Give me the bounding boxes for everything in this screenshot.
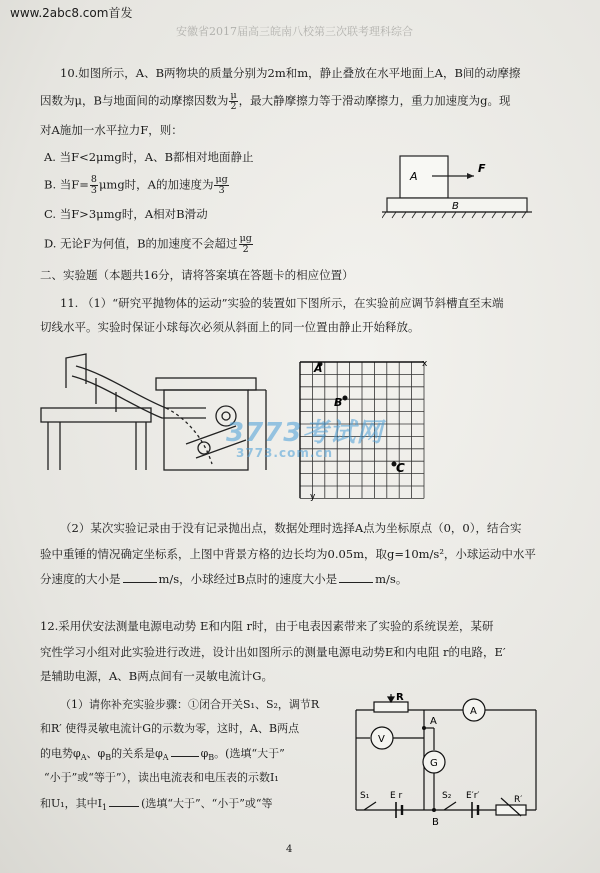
ramp-stand [66, 354, 86, 388]
q12-step5: 和U₁，其中$I_1$ (选填“大于”、“小于”或“等 [40, 797, 273, 813]
q10-option-a: A. 当F<2μmg时，A、B都相对地面静止 [44, 150, 254, 164]
grid-label-a: A [314, 362, 323, 375]
circuit-diagram [346, 688, 556, 828]
grid-label-b: B [334, 396, 343, 409]
rheostat-r [374, 702, 408, 712]
watermark-big: 3773考试网 [226, 418, 384, 448]
q10-fraction: $\frac{\mu}{2}$ [230, 90, 237, 112]
circuit-label-rp: R′ [514, 795, 523, 805]
grid-label-y: y [310, 492, 316, 502]
q10-option-b: B. 当F= $\frac{8}{3}$ μmg时，A的加速度为 $\frac{\mu g}{3}$ [44, 174, 228, 196]
switch-s1 [364, 802, 376, 810]
board-top [156, 378, 256, 390]
faded-title: 安徽省2017届高三皖南八校第三次联考理科综合 [176, 25, 413, 38]
q12-step2: 和R′ 使得灵敏电流计G的示数为零，这时，A、B两点 [40, 722, 300, 735]
block-a [400, 156, 448, 198]
q10-blocks-figure [382, 148, 532, 228]
q11-line4: 验中重锤的情况确定坐标系，上图中背景方格的边长均为0.05m，取g=10m/s²，小球运动中水平 [40, 547, 536, 561]
grid-label-x: x [422, 359, 428, 369]
q10-line2: 因数为μ，B与地面间的动摩擦因数为 $\frac{\mu}{2}$ ，最大静摩擦力等于滑动摩擦力，重力加速度为g。现 [40, 90, 511, 112]
q12-line2: 究性学习小组对此实验进行改进，设计出如图所示的测量电源电动势E和内电阻 r的电路，E′ [40, 645, 506, 659]
circuit-label-s2: S₂ [442, 791, 452, 801]
q12-line3: 是辅助电源，A、B两点间有一灵敏电流计G。 [40, 669, 273, 683]
answer-blank-4[interactable] [109, 795, 139, 807]
q12-step4: “小于”或“等于”），读出电流表和电压表的示数I₁ [44, 771, 279, 784]
page-number: 4 [286, 844, 293, 855]
circuit-label-v: V [378, 734, 385, 745]
label-a: A [410, 170, 418, 183]
circuit-label-r: R [396, 692, 404, 703]
circuit-label-er: E r [390, 791, 403, 801]
q12-line1: 12.采用伏安法测量电源电动势 E和内阻 r时，由于电表因素带来了实验的系统误差，某研 [40, 619, 494, 633]
q11-line5: 分速度的大小是 m/s，小球经过B点时的速度大小是 m/s。 [40, 572, 408, 586]
switch-s2 [444, 802, 456, 810]
q10-line3: 对A施加一水平拉力F，则： [40, 123, 183, 137]
node-a [422, 726, 426, 730]
answer-blank-1[interactable] [123, 571, 157, 583]
table-top [41, 408, 151, 422]
grid-label-c: C [396, 461, 405, 475]
q10-option-d: D. 无论F为何值，B的加速度不会超过 $\frac{\mu g}{2}$ [44, 233, 252, 255]
q12-step3: 的电势$\varphi_A$、$\varphi_B$的关系是$\varphi_A$ $\varphi_B$。(选填“大于” [40, 747, 285, 763]
trajectory-path [166, 408, 212, 464]
label-f: F [478, 162, 486, 175]
ball [198, 442, 210, 454]
circuit-label-a: A [430, 716, 437, 727]
point-b [343, 396, 348, 401]
circuit-label-g: G [430, 758, 438, 769]
q11-line2: 切线水平。实验时保证小球每次必须从斜面上的同一位置由静止开始释放。 [40, 320, 420, 334]
ground-hatch [382, 212, 526, 218]
site-first: 首发 [108, 6, 133, 20]
site-url[interactable]: www.2abc8.com [10, 6, 109, 20]
node-b [432, 808, 436, 812]
circuit-label-epr: E′r′ [466, 791, 480, 801]
site-header [10, 6, 132, 21]
q11-line1: 11. （1）“研究平抛物体的运动”实验的装置如下图所示，在实验前应调节斜槽直至末端 [60, 296, 504, 310]
watermark-url: 3773.com.cn [236, 446, 334, 460]
q10-line1: 10.如图所示，A、B两物块的质量分别为2m和m，静止叠放在水平地面上A，B间的动摩擦 [60, 66, 521, 80]
circuit-label-b: B [432, 817, 439, 828]
arrow-head-icon [467, 173, 474, 179]
q10-option-c: C. 当F>3μmg时，A相对B滑动 [44, 207, 208, 221]
circuit-label-s1: S₁ [360, 791, 370, 801]
section2-title: 二、实验题（本题共16分，请将答案填在答题卡的相应位置） [40, 268, 354, 282]
circuit-label-ammeter: A [470, 706, 477, 717]
label-b: B [452, 201, 459, 212]
answer-blank-3[interactable] [171, 745, 199, 757]
q12-step1: （1）请你补充实验步骤：①闭合开关S₁、S₂，调节R [60, 698, 320, 711]
q11-line3: （2）某次实验记录由于没有记录抛出点，数据处理时选择A点为坐标原点（0，0），结合实 [60, 521, 522, 535]
answer-blank-2[interactable] [339, 571, 373, 583]
